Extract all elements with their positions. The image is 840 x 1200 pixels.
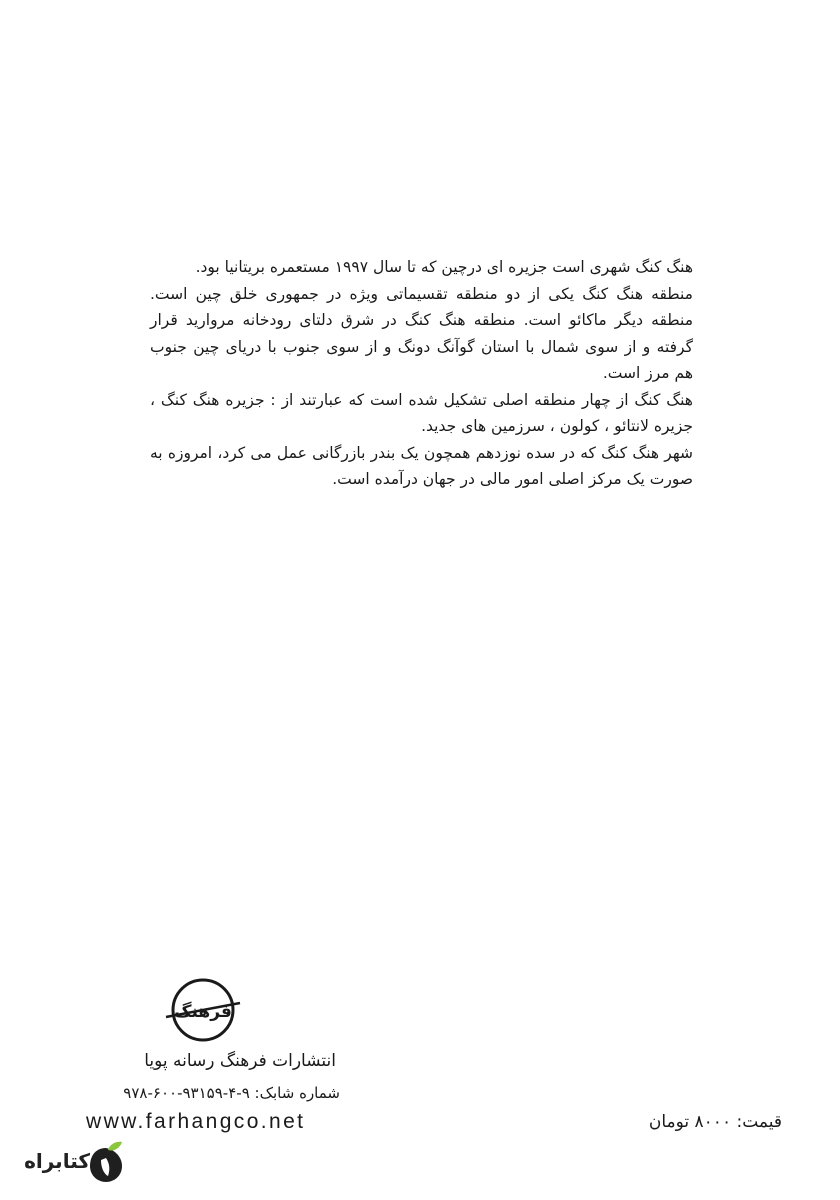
blurb-paragraph-3: هنگ کنگ از چهار منطقه اصلی تشکیل شده است که عبارتند از : جزیره هنگ کنگ ، جزیره لانتائو ، کولون ، سرزمین های جدید. bbox=[150, 390, 693, 435]
store-name: کتابراه bbox=[24, 1149, 90, 1173]
store-logo bbox=[16, 1140, 126, 1184]
blurb-paragraph-4: شهر هنگ کنگ که در سده نوزدهم همچون یک بندر بازرگانی عمل می کرد، امروزه به صورت یک مرکز اصلی امور مالی در جهان درآمده است. bbox=[150, 443, 693, 488]
price-label: قیمت: ۸۰۰۰ تومان bbox=[648, 1112, 782, 1132]
publisher-name: انتشارات فرهنگ رسانه پویا bbox=[144, 1051, 336, 1071]
farhang-emblem-icon bbox=[163, 975, 243, 1045]
isbn-number: شماره شابک: ۹-۴-۹۳۱۵۹-۶۰۰-۹۷۸ bbox=[123, 1084, 340, 1102]
back-cover-blurb bbox=[150, 254, 693, 493]
ketabrah-leaf-icon bbox=[88, 1140, 124, 1184]
blurb-paragraph-1: هنگ کنگ شهری است جزیره ای درچین که تا سال ۱۹۹۷ مستعمره بریتانیا بود. bbox=[195, 258, 693, 276]
blurb-paragraph-2: منطقه هنگ کنگ یکی از دو منطقه تقسیماتی ویژه در جمهوری خلق چین است. منطقه دیگر ماکائو است. منطقه هنگ کنگ در شرق دلتای رودخانه مروارید قرار گرفته و از سوی شمال با استان گوآنگ دونگ و از سوی جنوب با دریای چین جنوب هم مرز است. bbox=[150, 284, 693, 382]
publisher-website: www.farhangco.net bbox=[86, 1110, 306, 1133]
publisher-logo-text: فرهنگ bbox=[174, 1002, 232, 1022]
